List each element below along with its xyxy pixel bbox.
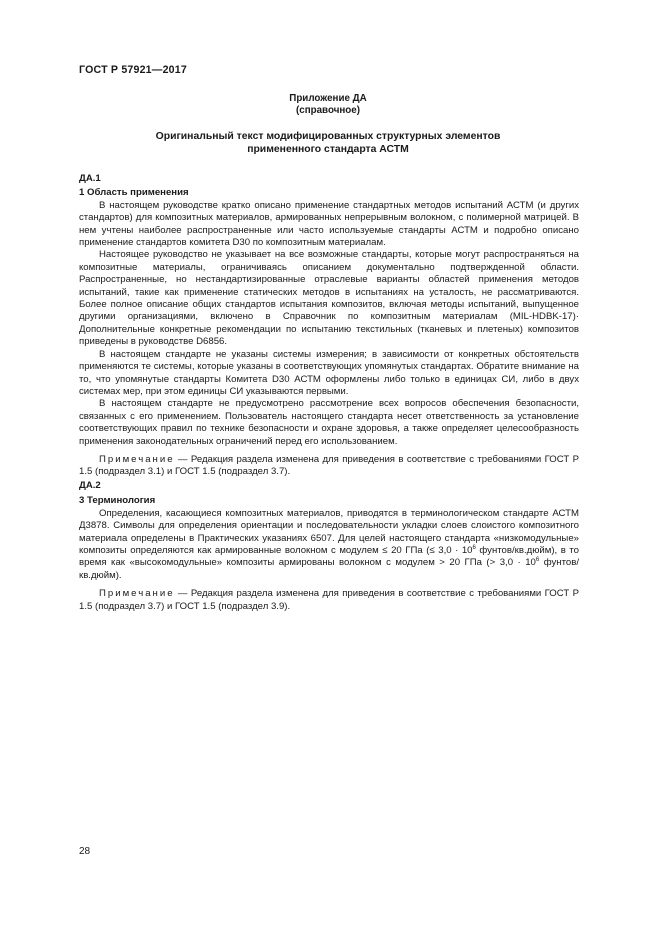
superscript: 6: [535, 557, 540, 564]
note-label: Примечание: [99, 453, 175, 465]
section-label-da2: ДА.2: [79, 480, 101, 491]
section-da2: [79, 480, 579, 613]
paragraph: [79, 508, 579, 582]
paragraph: В настоящем руководстве кратко описано применение стандартных методов испытаний АСТМ (и других стандартов) для композитных материалов, армированных непрерывным волокном, с полимерной матрицей. В нем учтены наиболее распространенные или часто используемые стандарты АСТМ и подробно описано применение стандартов комитета D30 по композитным материалам.: [79, 199, 579, 249]
document-header-id: ГОСТ Р 57921—2017: [79, 64, 187, 76]
section-label-da1: ДА.1: [79, 173, 101, 184]
annex-heading-line-2: примененного стандарта АСТМ: [247, 144, 409, 155]
section-title-terminology: 3 Терминология: [79, 495, 156, 507]
note-text: — Редакция раздела изменена для приведения в соответствие с требованиями ГОСТ Р 1.5 (подраздел 3.7) и ГОСТ 1.5 (подраздел 3.9).: [79, 588, 579, 612]
note-paragraph: [79, 454, 579, 479]
page-number: 28: [79, 846, 91, 857]
annex-heading: [79, 130, 577, 156]
annex-heading-line-1: Оригинальный текст модифицированных структурных элементов: [155, 131, 501, 142]
annex-title-block: [79, 93, 577, 117]
section-title-scope: 1 Область применения: [79, 187, 189, 199]
section-da1: [79, 173, 579, 479]
text-run: фунтов/кв.дюйм).: [79, 557, 579, 581]
text-run: Определения, касающиеся композитных материалов, приводятся в терминологическом стандарте АСТМ Д3878. Символы для определения ориентации и последовательности укладки слоев слоистого композитного материала определены в Практических указаниях 6507. Для целей настоящего стандарта «низкомодульные» композиты определяются как армированные волокном с модулем ≤ 20 ГПа (≤ 3,0 · 10: [79, 507, 579, 557]
superscript: 6: [472, 544, 476, 551]
paragraph: В настоящем стандарте не указаны системы измерения; в зависимости от конкретных обстоятельств применяются те системы, которые указаны в соответствующих упомянутых стандартах. Обратите внимание на то, что упомянутые стандарты Комитета D30 АСТМ оформлены либо только в единицах СИ, либо в двух системах мер, при этом единицы СИ указываются первыми.: [79, 348, 579, 397]
note-text: — Редакция раздела изменена для приведения в соответствие с требованиями ГОСТ Р 1.5 (подраздел 3.1) и ГОСТ 1.5 (подраздел 3.7).: [79, 453, 579, 478]
paragraph: В настоящем стандарте не предусмотрено рассмотрение всех вопросов обеспечения безопасности, связанных с его применением. Пользователь настоящего стандарта несет ответственность за установление соответствующих правил по технике безопасности и охране здоровья, а также определяет целесообразность применения законодательных ограничений перед его использованием.: [79, 398, 579, 447]
paragraph: Настоящее руководство не указывает на все возможные стандарты, которые могут распространяться на композитные материалы, ограничиваясь описанием документально подтвержденной области. Распространенные, но нестандартизированные отраслевые варианты областей применения методов испытаний, такие как применение статических методов в испытаниях на усталость, не рассматриваются. Более полное описание общих стандартов испытания композитов, включая методы испытаний, выпущенное другими организациями, включено в Справочник по композитным материалам (MIL-HDBK-17)· Дополнительные конкретные рекомендации по испытанию текстильных (тканевых и плетеных) композитов приведены в руководстве D6856.: [79, 249, 579, 348]
note-label: Примечание: [99, 588, 175, 600]
annex-subtitle: (справочное): [296, 105, 360, 116]
annex-title: Приложение ДА: [289, 93, 367, 104]
note-paragraph: [79, 588, 579, 613]
text-run: фунтов/кв.дюйм), в то время как «высокомодульные» композиты армированы волокном с модулем > 20 ГПа (> 3,0 · 10: [79, 545, 580, 569]
